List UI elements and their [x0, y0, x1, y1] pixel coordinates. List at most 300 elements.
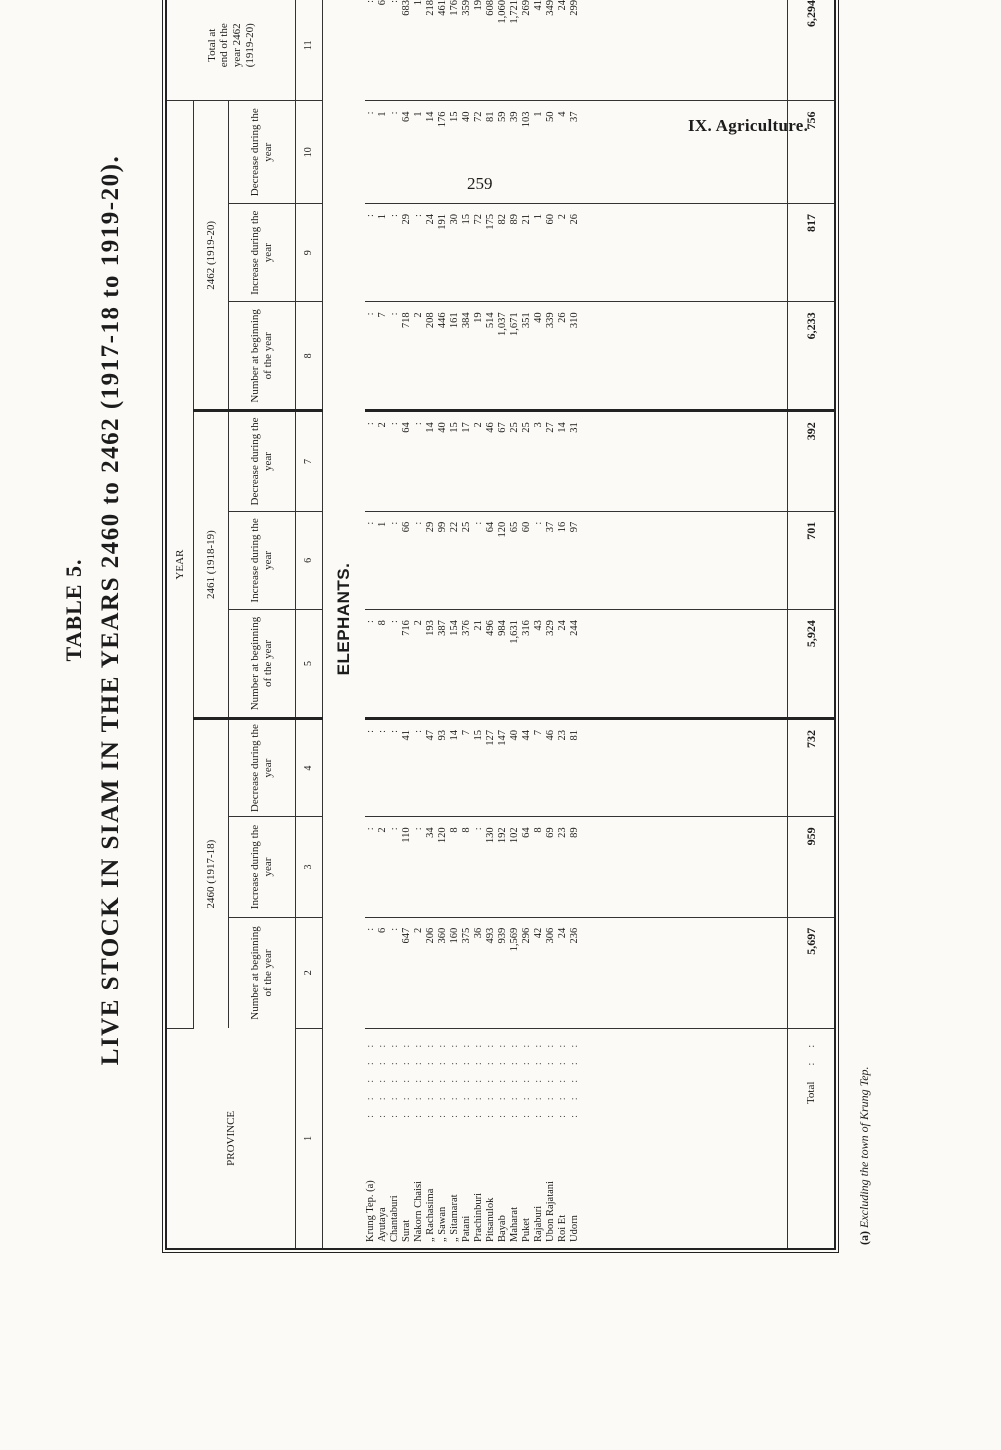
value-cell: 3: [533, 411, 545, 511]
value-cell: 306: [545, 917, 557, 1028]
value-cell: :: [533, 511, 545, 609]
spacer-cell: [581, 1028, 788, 1248]
value-cell: 493: [485, 917, 497, 1028]
province-name: Rajaburi: [533, 1205, 544, 1242]
value-cell: :: [365, 204, 377, 302]
value-cell: 296: [521, 917, 533, 1028]
province-name: Bayab: [497, 1215, 508, 1242]
leader-dots: : : : : :: [533, 1038, 544, 1118]
province-name: Ayutaya: [377, 1207, 388, 1242]
value-cell: 683: [401, 0, 413, 101]
value-cell: 192: [497, 817, 509, 917]
footnote-marker: (a): [857, 1231, 871, 1245]
leader-dots: : : : : :: [509, 1038, 520, 1118]
value-cell: 97: [569, 511, 581, 609]
value-cell: 15: [473, 718, 485, 816]
value-cell: 310: [569, 302, 581, 411]
spacer-cell: [581, 204, 788, 302]
value-cell: 147: [497, 718, 509, 816]
province-cell: [545, 1028, 557, 1248]
column-number: 1: [296, 1028, 323, 1248]
spacer-cell: [581, 817, 788, 917]
spacer-cell: [581, 610, 788, 719]
section-title: ELEPHANTS.: [334, 562, 353, 676]
leader-dots: : : : : :: [473, 1038, 484, 1118]
value-cell: 2: [557, 204, 569, 302]
value-cell: 25: [521, 411, 533, 511]
total-value-cell: 817: [788, 204, 835, 302]
value-cell: 64: [521, 817, 533, 917]
value-cell: 81: [569, 718, 581, 816]
period-header-2461: 2461 (1918-19): [194, 411, 229, 719]
value-cell: :: [413, 511, 425, 609]
province-header: PROVINCE: [224, 1110, 237, 1166]
value-cell: 14: [425, 411, 437, 511]
value-cell: 193: [425, 610, 437, 719]
province-name: Nakorn Chaisi: [413, 1181, 424, 1242]
value-cell: 25: [461, 511, 473, 609]
value-cell: :: [365, 511, 377, 609]
table-row: [485, 0, 497, 1248]
value-cell: 72: [473, 204, 485, 302]
value-cell: 1: [413, 0, 425, 101]
value-cell: 29: [401, 204, 413, 302]
value-cell: 339: [545, 302, 557, 411]
value-cell: 244: [569, 610, 581, 719]
value-cell: 1,631: [509, 610, 521, 719]
value-cell: 2: [377, 817, 389, 917]
leader-dots: : : : : :: [425, 1038, 436, 1118]
value-cell: 81: [485, 101, 497, 204]
value-cell: 25: [509, 411, 521, 511]
value-cell: 1,060: [497, 0, 509, 101]
value-cell: 15: [461, 204, 473, 302]
rotated-table-page: [55, 0, 935, 1245]
value-cell: 60: [521, 511, 533, 609]
value-cell: 130: [485, 817, 497, 917]
value-cell: 6: [377, 0, 389, 101]
value-cell: :: [389, 101, 401, 204]
province-cell: [437, 1028, 449, 1248]
value-cell: 103: [521, 101, 533, 204]
total-end-header: [167, 0, 296, 101]
value-cell: 1,721: [509, 0, 521, 101]
value-cell: 23: [557, 718, 569, 816]
value-cell: 2: [377, 411, 389, 511]
value-cell: 41: [401, 718, 413, 816]
province-name: Maharat: [509, 1207, 520, 1242]
column-number: 3: [296, 817, 323, 917]
value-cell: 30: [449, 204, 461, 302]
col-number-at-beginning: Number at beginning of the year: [229, 302, 296, 411]
col-decrease: Decrease during the year: [229, 411, 296, 511]
province-name: Prachinburi: [473, 1193, 484, 1242]
value-cell: 60: [545, 204, 557, 302]
value-cell: 718: [401, 302, 413, 411]
value-cell: 446: [437, 302, 449, 411]
spacer-cell: [581, 101, 788, 204]
province-name: Roi Et: [557, 1214, 568, 1242]
province-name: Ubon Rajatani: [545, 1181, 556, 1242]
total-end-header-line: Total at: [205, 28, 218, 62]
province-name: Pitsanulok: [485, 1197, 496, 1242]
value-cell: :: [413, 204, 425, 302]
value-cell: 64: [485, 511, 497, 609]
value-cell: 65: [509, 511, 521, 609]
column-number: 11: [296, 0, 323, 101]
section-header: IX. Agriculture.: [688, 116, 809, 135]
leader-dots: : : : : :: [377, 1038, 388, 1118]
table-row: [449, 0, 461, 1248]
province-name: Udorn: [569, 1215, 580, 1242]
leader-dots: : : : : :: [485, 1038, 496, 1118]
table-row: [401, 0, 413, 1248]
column-number: 4: [296, 718, 323, 816]
table-row: [389, 0, 401, 1248]
province-name: „ Rachasima: [425, 1188, 436, 1242]
table-row: [365, 0, 377, 1248]
table-number: TABLE 5.: [61, 558, 86, 662]
value-cell: :: [389, 411, 401, 511]
value-cell: :: [365, 411, 377, 511]
column-number: 5: [296, 610, 323, 719]
value-cell: 384: [461, 302, 473, 411]
value-cell: 39: [509, 101, 521, 204]
total-end-header-line: end of the: [218, 23, 231, 68]
value-cell: 2: [413, 302, 425, 411]
value-cell: :: [365, 718, 377, 816]
province-cell: [497, 1028, 509, 1248]
leader-dots: : :: [805, 1038, 817, 1066]
leader-dots: : : : : :: [389, 1038, 400, 1118]
value-cell: 316: [521, 610, 533, 719]
value-cell: 26: [557, 302, 569, 411]
province-name: Surat: [401, 1219, 412, 1242]
value-cell: 40: [509, 718, 521, 816]
value-cell: 716: [401, 610, 413, 719]
spacer-cell: [581, 302, 788, 411]
col-increase: Increase during the year: [229, 204, 296, 302]
total-row: [788, 0, 835, 1248]
spacer-cell: [581, 917, 788, 1028]
column-number: 7: [296, 411, 323, 511]
value-cell: 37: [569, 101, 581, 204]
period-header-2460: 2460 (1917-18): [194, 718, 229, 1028]
value-cell: 64: [401, 101, 413, 204]
value-cell: :: [365, 610, 377, 719]
leader-dots: : : : : :: [545, 1038, 556, 1118]
value-cell: 161: [449, 302, 461, 411]
value-cell: 269: [521, 0, 533, 101]
province-cell: [365, 1028, 377, 1248]
province-name: „ Sitamarat: [449, 1194, 460, 1242]
total-value-cell: 701: [788, 511, 835, 609]
value-cell: 120: [437, 817, 449, 917]
value-cell: :: [473, 817, 485, 917]
value-cell: 154: [449, 610, 461, 719]
value-cell: 19: [473, 0, 485, 101]
leader-dots: : : : : :: [449, 1038, 460, 1118]
province-cell: [533, 1028, 545, 1248]
leader-dots: : : : : :: [557, 1038, 568, 1118]
value-cell: 1: [377, 101, 389, 204]
column-number: 6: [296, 511, 323, 609]
value-cell: 349: [545, 0, 557, 101]
value-cell: 89: [569, 817, 581, 917]
value-cell: 24: [557, 917, 569, 1028]
value-cell: 1: [413, 101, 425, 204]
value-cell: 647: [401, 917, 413, 1028]
value-cell: 66: [401, 511, 413, 609]
spacer-cell: [581, 511, 788, 609]
value-cell: 67: [497, 411, 509, 511]
table-row: [377, 0, 389, 1248]
table-row: [497, 0, 509, 1248]
value-cell: :: [389, 718, 401, 816]
value-cell: 16: [557, 511, 569, 609]
province-cell: [569, 1028, 581, 1248]
value-cell: :: [389, 204, 401, 302]
leader-dots: : : : : :: [365, 1038, 376, 1118]
value-cell: 110: [401, 817, 413, 917]
province-name: Krung Tep. (a): [365, 1180, 376, 1242]
value-cell: 72: [473, 101, 485, 204]
value-cell: 176: [437, 101, 449, 204]
value-cell: 2: [413, 610, 425, 719]
value-cell: 93: [437, 718, 449, 816]
value-cell: 376: [461, 610, 473, 719]
province-cell: [389, 1028, 401, 1248]
value-cell: 40: [533, 302, 545, 411]
col-number-at-beginning: Number at beginning of the year: [229, 917, 296, 1028]
value-cell: 175: [485, 204, 497, 302]
value-cell: 7: [377, 302, 389, 411]
value-cell: 42: [533, 917, 545, 1028]
total-value-cell: 756: [788, 101, 835, 204]
leader-dots: : : : : :: [569, 1038, 580, 1118]
value-cell: :: [365, 302, 377, 411]
value-cell: 120: [497, 511, 509, 609]
table-row: [569, 0, 581, 1248]
value-cell: 47: [425, 718, 437, 816]
table-row: [437, 0, 449, 1248]
value-cell: 218: [425, 0, 437, 101]
value-cell: 127: [485, 718, 497, 816]
column-number: 2: [296, 917, 323, 1028]
value-cell: 8: [377, 610, 389, 719]
table-row: [461, 0, 473, 1248]
province-name: „ Sawan: [437, 1206, 448, 1242]
value-cell: 2: [413, 917, 425, 1028]
value-cell: 82: [497, 204, 509, 302]
value-cell: 64: [401, 411, 413, 511]
table-row: [509, 0, 521, 1248]
value-cell: 1,569: [509, 917, 521, 1028]
leader-dots: : : : : :: [461, 1038, 472, 1118]
value-cell: 44: [521, 718, 533, 816]
total-end-header-line: (1919-20): [243, 23, 256, 68]
table-row: [533, 0, 545, 1248]
value-cell: 1,671: [509, 302, 521, 411]
value-cell: :: [365, 101, 377, 204]
value-cell: 2: [473, 411, 485, 511]
total-label: Total: [805, 1081, 817, 1105]
table-row: [521, 0, 533, 1248]
value-cell: 8: [449, 817, 461, 917]
total-value-cell: 5,924: [788, 610, 835, 719]
value-cell: 41: [533, 0, 545, 101]
value-cell: 50: [545, 101, 557, 204]
column-number: 9: [296, 204, 323, 302]
value-cell: 99: [437, 511, 449, 609]
value-cell: 984: [497, 610, 509, 719]
page-number: 259: [467, 174, 493, 193]
province-name: Patani: [461, 1215, 472, 1242]
total-value-cell: 5,697: [788, 917, 835, 1028]
value-cell: 191: [437, 204, 449, 302]
value-cell: 40: [437, 411, 449, 511]
total-value-cell: 732: [788, 718, 835, 816]
value-cell: 236: [569, 917, 581, 1028]
total-end-header-line: year 2462: [231, 23, 243, 68]
value-cell: 40: [461, 101, 473, 204]
value-cell: 160: [449, 917, 461, 1028]
province-name: Chantaburi: [389, 1195, 400, 1242]
total-label-cell: [788, 1028, 835, 1248]
table-body: [323, 0, 835, 1248]
province-name: Puket: [521, 1218, 532, 1242]
col-increase: Increase during the year: [229, 511, 296, 609]
footnote: [857, 1066, 872, 1245]
value-cell: 31: [569, 411, 581, 511]
value-cell: :: [389, 302, 401, 411]
value-cell: 21: [473, 610, 485, 719]
value-cell: 461: [437, 0, 449, 101]
value-cell: 102: [509, 817, 521, 917]
value-cell: 496: [485, 610, 497, 719]
value-cell: 360: [437, 917, 449, 1028]
value-cell: 1: [377, 511, 389, 609]
value-cell: 208: [425, 302, 437, 411]
province-cell: [449, 1028, 461, 1248]
value-cell: 24: [557, 610, 569, 719]
value-cell: 37: [545, 511, 557, 609]
total-value-cell: 6,233: [788, 302, 835, 411]
value-cell: :: [473, 511, 485, 609]
spacer-cell: [581, 718, 788, 816]
value-cell: :: [413, 718, 425, 816]
livestock-table: [165, 0, 836, 1250]
value-cell: 46: [545, 718, 557, 816]
value-cell: :: [365, 0, 377, 101]
value-cell: 351: [521, 302, 533, 411]
value-cell: 1: [377, 204, 389, 302]
value-cell: 8: [533, 817, 545, 917]
value-cell: 176: [449, 0, 461, 101]
value-cell: 15: [449, 101, 461, 204]
table-title: LIVE STOCK IN SIAM IN THE YEARS 2460 to 2462 (1917-18 to 1919-20).: [97, 154, 124, 1066]
province-cell: [401, 1028, 413, 1248]
column-number: 10: [296, 101, 323, 204]
period-header-2462: 2462 (1919-20): [194, 101, 229, 411]
value-cell: 299: [569, 0, 581, 101]
value-cell: :: [413, 411, 425, 511]
value-cell: 15: [449, 411, 461, 511]
value-cell: 17: [461, 411, 473, 511]
value-cell: 1,037: [497, 302, 509, 411]
leader-dots: : : : : :: [521, 1038, 532, 1118]
value-cell: 26: [569, 204, 581, 302]
value-cell: 1: [533, 101, 545, 204]
value-cell: 387: [437, 610, 449, 719]
value-cell: 375: [461, 917, 473, 1028]
value-cell: 14: [557, 411, 569, 511]
value-cell: 22: [449, 511, 461, 609]
total-value-cell: 959: [788, 817, 835, 917]
value-cell: :: [365, 817, 377, 917]
value-cell: 43: [533, 610, 545, 719]
value-cell: 46: [485, 411, 497, 511]
value-cell: :: [413, 817, 425, 917]
value-cell: 89: [509, 204, 521, 302]
table-row: [425, 0, 437, 1248]
province-cell: [509, 1028, 521, 1248]
value-cell: :: [389, 917, 401, 1028]
value-cell: 514: [485, 302, 497, 411]
total-value-cell: 392: [788, 411, 835, 511]
leader-dots: : : : : :: [437, 1038, 448, 1118]
province-cell: [557, 1028, 569, 1248]
value-cell: 14: [425, 101, 437, 204]
col-decrease: Decrease during the year: [229, 101, 296, 204]
total-value-cell: 6,294: [788, 0, 835, 101]
value-cell: 4: [557, 101, 569, 204]
value-cell: 608: [485, 0, 497, 101]
table-row: [413, 0, 425, 1248]
value-cell: 23: [557, 817, 569, 917]
col-increase: Increase during the year: [229, 817, 296, 917]
value-cell: 6: [377, 917, 389, 1028]
value-cell: :: [389, 610, 401, 719]
spacer-row: [581, 0, 788, 1248]
value-cell: 7: [533, 718, 545, 816]
province-cell: [461, 1028, 473, 1248]
value-cell: 24: [557, 0, 569, 101]
province-cell: [473, 1028, 485, 1248]
value-cell: :: [389, 0, 401, 101]
value-cell: :: [389, 511, 401, 609]
col-number-at-beginning: Number at beginning of the year: [229, 610, 296, 719]
value-cell: :: [389, 817, 401, 917]
spacer-cell: [581, 411, 788, 511]
leader-dots: : : : : :: [413, 1038, 424, 1118]
province-cell: [377, 1028, 389, 1248]
province-cell: [485, 1028, 497, 1248]
column-number: 8: [296, 302, 323, 411]
spacer-cell: [581, 0, 788, 101]
value-cell: 8: [461, 817, 473, 917]
value-cell: 29: [425, 511, 437, 609]
year-header: YEAR: [167, 101, 194, 1028]
province-cell: [413, 1028, 425, 1248]
province-cell: [425, 1028, 437, 1248]
value-cell: :: [377, 718, 389, 816]
value-cell: 7: [461, 718, 473, 816]
province-cell: [521, 1028, 533, 1248]
value-cell: 1: [533, 204, 545, 302]
value-cell: 21: [521, 204, 533, 302]
table-row: [473, 0, 485, 1248]
